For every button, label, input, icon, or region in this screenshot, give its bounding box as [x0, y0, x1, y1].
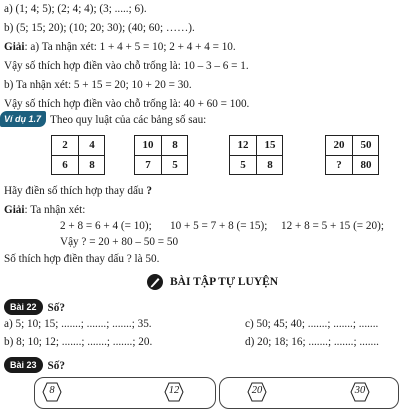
bai23-title: Số? [47, 360, 65, 372]
equation-1: 2 + 8 = 6 + 4 (= 10); [60, 220, 152, 232]
hexagon-value: 20 [251, 385, 263, 396]
solution-line-a [4, 40, 236, 54]
table-divider [135, 155, 187, 156]
example-heading [0, 111, 206, 127]
solution-label: Giải [4, 204, 25, 216]
equation-2: 10 + 5 = 7 + 8 (= 15); [170, 220, 268, 232]
table-cell: ? [336, 159, 342, 171]
solution-intro-line [4, 203, 85, 217]
table-cell: 8 [89, 159, 95, 171]
table-divider [326, 155, 378, 156]
table-cell: 15 [264, 139, 276, 151]
solution-text-a: : a) Ta nhận xét: 1 + 4 + 5 = 10; 2 + 4 + 4 = 10. [24, 41, 236, 53]
hexagon-number [350, 382, 370, 404]
problem-line-b: b) (5; 15; 20); (10; 20; 30); (40; 60; ……). [4, 22, 195, 34]
bai23-badge: Bài 23 [4, 357, 43, 373]
table-cell: 20 [333, 139, 345, 151]
question-line [4, 184, 152, 198]
hexagon-number [247, 382, 267, 404]
hexagon-value: 8 [49, 385, 55, 396]
number-table-3 [229, 135, 283, 175]
table-cell: 4 [89, 139, 95, 151]
solution-intro: : Ta nhận xét: [24, 204, 86, 216]
bai22-heading [4, 299, 65, 315]
example-prompt: Theo quy luật của các bảng số sau: [50, 114, 207, 126]
bai22-item-c: c) 50; 45; 40; .......; .......; ....... [245, 318, 379, 330]
table-cell: 8 [267, 159, 273, 171]
hexagon-number [164, 382, 184, 404]
bai22-title: Số? [47, 302, 65, 314]
hexagon-value: 30 [354, 385, 366, 396]
table-cell: 80 [360, 159, 372, 171]
table-cell: 2 [62, 139, 68, 151]
table-cell: 10 [142, 139, 154, 151]
equation-3: 12 + 8 = 5 + 15 (= 20); [281, 220, 384, 232]
solution-line-b: b) Ta nhận xét: 5 + 15 = 20; 10 + 20 = 30. [4, 79, 192, 91]
table-cell: 8 [172, 139, 178, 151]
bai23-frame-right [219, 377, 399, 409]
problem-line-a: a) (1; 4; 5); (2; 4; 4); (3; .....; 6). [4, 3, 147, 15]
table-cell: 5 [172, 159, 178, 171]
table-divider [230, 155, 282, 156]
hexagon-value: 12 [168, 385, 180, 396]
conclusion-line-b: Vậy số thích hợp điền vào chỗ trống là: 40 + 60 = 100. [4, 98, 250, 110]
table-divider [52, 155, 104, 156]
pencil-icon [147, 274, 163, 290]
bai22-badge: Bài 22 [4, 299, 43, 315]
table-cell: 50 [360, 139, 372, 151]
solution-label: Giải [4, 41, 25, 53]
bai22-item-d: d) 20; 18; 16; .......; .......; ....... [245, 336, 379, 348]
example-badge: Ví dụ 1.7 [0, 111, 46, 127]
number-table-2 [134, 135, 188, 175]
section-title: BÀI TẬP TỰ LUYỆN [170, 276, 279, 288]
table-cell: 6 [62, 159, 68, 171]
table-cell: 5 [240, 159, 246, 171]
number-table-1 [51, 135, 105, 175]
equation-4: Vậy ? = 20 + 80 – 50 = 50 [60, 236, 179, 248]
question-mark: ? [146, 185, 152, 197]
table-cell: 7 [145, 159, 151, 171]
conclusion-line-a: Vậy số thích hợp điền vào chỗ trống là: 10 – 3 – 6 = 1. [4, 60, 249, 72]
hexagon-number [42, 382, 62, 404]
question-text: Hãy điền số thích hợp thay dấu [4, 185, 147, 197]
bai22-item-a: a) 5; 10; 15; .......; .......; .......; 35. [4, 318, 152, 330]
table-cell: 12 [237, 139, 249, 151]
number-table-4 [325, 135, 379, 175]
answer-line: Số thích hợp điền thay dấu ? là 50. [4, 253, 160, 265]
bai22-item-b: b) 8; 10; 12; .......; .......; .......; 20. [4, 336, 153, 348]
bai23-heading [4, 357, 65, 373]
